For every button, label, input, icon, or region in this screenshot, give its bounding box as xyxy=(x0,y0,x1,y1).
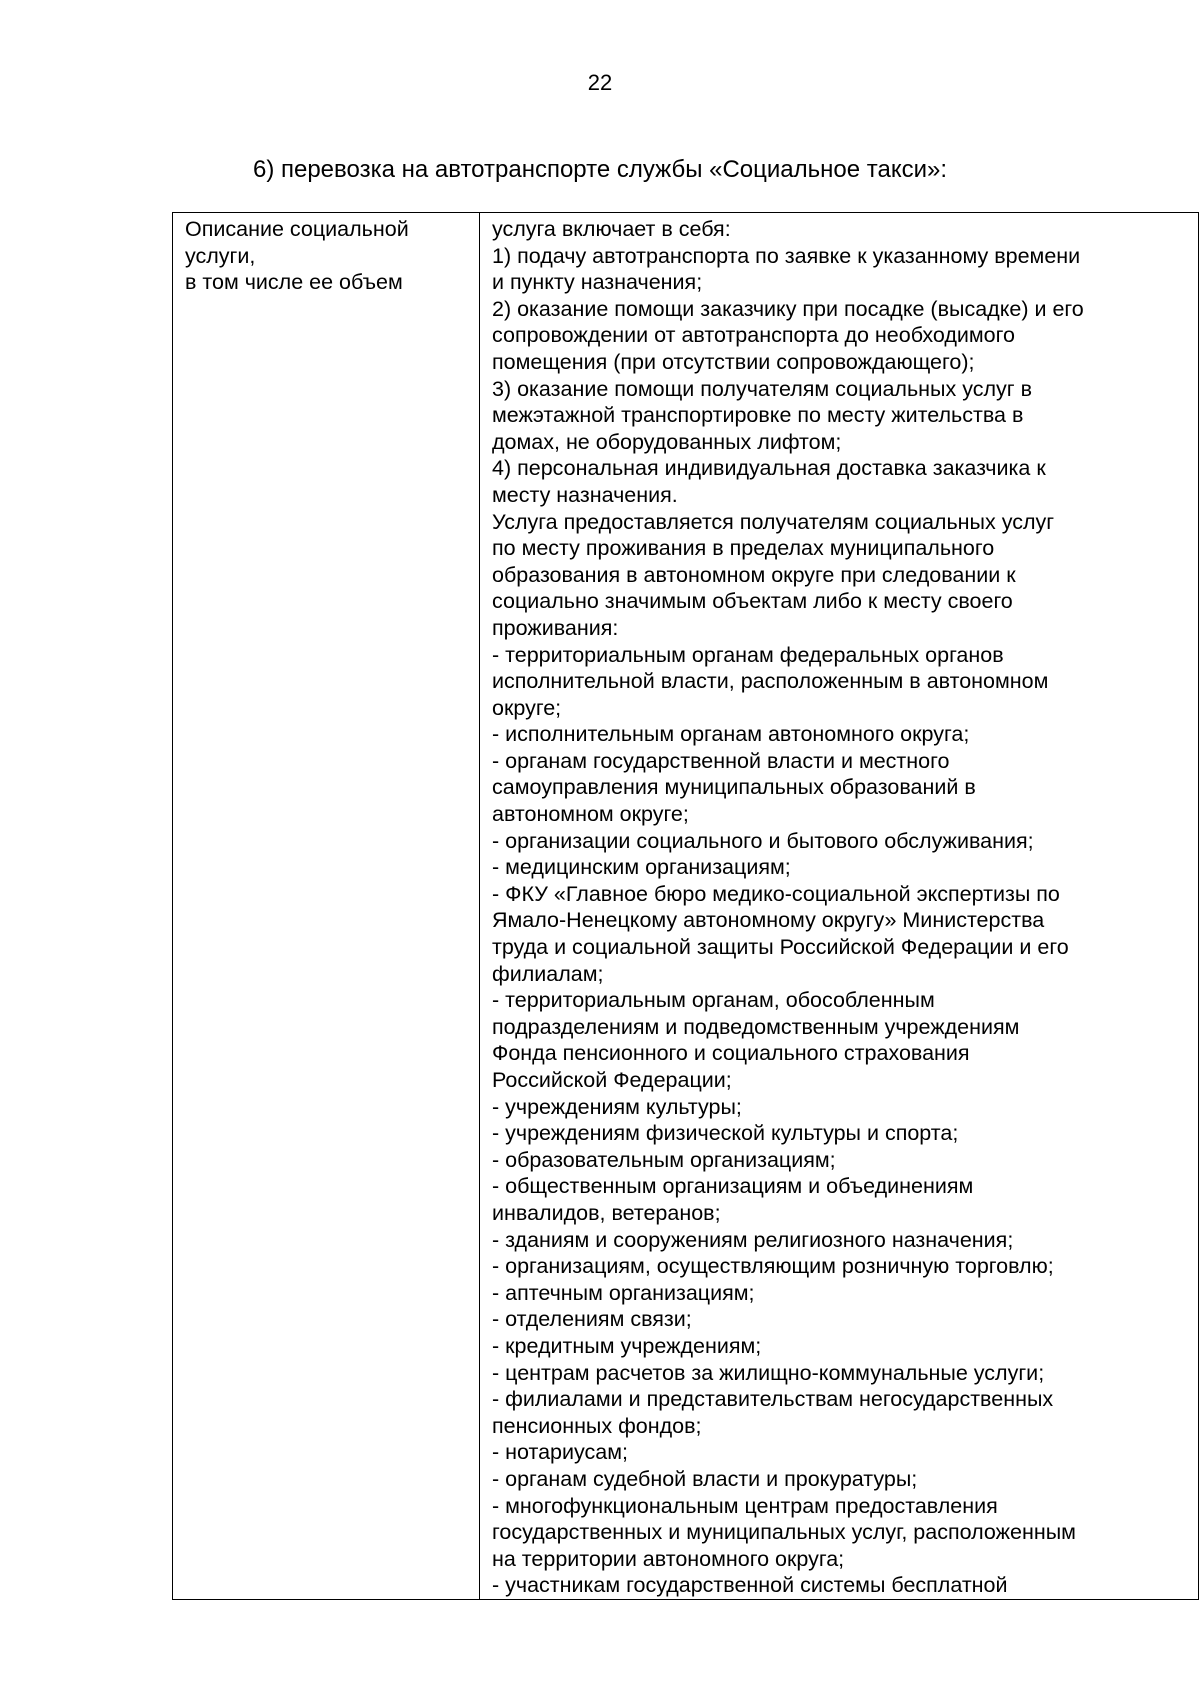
text-line: - исполнительным органам автономного округа; xyxy=(492,722,970,747)
text-line: межэтажной транспортировке по месту жительства в xyxy=(492,403,1024,428)
text-line: 1) подачу автотранспорта по заявке к указанному времени xyxy=(492,243,1081,268)
table-row xyxy=(173,213,1199,1600)
text-line: - ФКУ «Главное бюро медико-социальной экспертизы по xyxy=(492,881,1060,906)
text-line: - общественным организациям и объединениям xyxy=(492,1174,974,1199)
service-description-table xyxy=(172,212,1199,1600)
text-line: социально значимым объектам либо к месту своего xyxy=(492,589,1013,614)
label-cell xyxy=(173,213,480,1600)
text-line: услуги, xyxy=(185,243,256,268)
label-text xyxy=(185,216,469,296)
text-line: государственных и муниципальных услуг, расположенным xyxy=(492,1520,1076,1545)
content-text xyxy=(492,216,1188,1599)
text-line: - центрам расчетов за жилищно-коммунальные услуги; xyxy=(492,1360,1045,1385)
text-line: и пункту назначения; xyxy=(492,270,703,295)
text-line: по месту проживания в пределах муниципального xyxy=(492,536,995,561)
text-line: - учреждениям культуры; xyxy=(492,1094,742,1119)
text-line: - многофункциональным центрам предоставления xyxy=(492,1493,998,1518)
text-line: инвалидов, ветеранов; xyxy=(492,1200,721,1225)
text-line: Ямало-Ненецкому автономному округу» Министерства xyxy=(492,908,1045,933)
text-line: - зданиям и сооружениям религиозного назначения; xyxy=(492,1227,1014,1252)
text-line: исполнительной власти, расположенным в автономном xyxy=(492,669,1049,694)
text-line: - территориальным органам, обособленным xyxy=(492,988,935,1013)
text-line: помещения (при отсутствии сопровождающего); xyxy=(492,349,975,374)
text-line: Описание социальной xyxy=(185,217,409,241)
text-line: 3) оказание помощи получателям социальных услуг в xyxy=(492,376,1032,401)
text-line: на территории автономного округа; xyxy=(492,1546,845,1571)
text-line: месту назначения. xyxy=(492,482,678,507)
text-line: сопровождении от автотранспорта до необходимого xyxy=(492,323,1015,348)
text-line: автономном округе; xyxy=(492,802,689,827)
text-line: - учреждениям физической культуры и спорта; xyxy=(492,1121,959,1146)
text-line: филиалам; xyxy=(492,961,604,986)
text-line: округе; xyxy=(492,695,562,720)
text-line: Российской Федерации; xyxy=(492,1068,732,1092)
text-line: подразделениям и подведомственным учреждениям xyxy=(492,1014,1020,1039)
text-line: услуга включает в себя: xyxy=(492,217,731,241)
text-line: - организации социального и бытового обслуживания; xyxy=(492,828,1034,853)
content-cell xyxy=(480,213,1199,1600)
text-line: 2) оказание помощи заказчику при посадке (высадке) и его xyxy=(492,296,1084,321)
text-line: - участникам государственной системы бесплатной xyxy=(492,1573,1008,1598)
text-line: Фонда пенсионного и социального страхования xyxy=(492,1041,970,1066)
text-line: - аптечным организациям; xyxy=(492,1280,755,1305)
section-heading: 6) перевозка на автотранспорте службы «Социальное такси»: xyxy=(252,156,948,183)
text-line: - филиалами и представительствам негосударственных xyxy=(492,1387,1054,1412)
text-line: образования в автономном округе при следовании к xyxy=(492,562,1016,587)
text-line: самоуправления муниципальных образований в xyxy=(492,775,976,800)
text-line: домах, не оборудованных лифтом; xyxy=(492,429,842,454)
text-line: - кредитным учреждениям; xyxy=(492,1333,762,1358)
text-line: - органам государственной власти и местного xyxy=(492,748,950,773)
text-line: - медицинским организациям; xyxy=(492,855,791,880)
text-line: - территориальным органам федеральных органов xyxy=(492,642,1004,667)
page-number: 22 xyxy=(587,70,613,95)
text-line: Услуга предоставляется получателям социальных услуг xyxy=(492,509,1055,534)
text-line: труда и социальной защиты Российской Федерации и его xyxy=(492,935,1069,960)
text-line: - отделениям связи; xyxy=(492,1307,692,1332)
text-line: - нотариусам; xyxy=(492,1440,628,1465)
text-line: - органам судебной власти и прокуратуры; xyxy=(492,1466,918,1491)
text-line: - образовательным организациям; xyxy=(492,1147,836,1172)
text-line: проживания: xyxy=(492,615,619,640)
text-line: пенсионных фондов; xyxy=(492,1413,702,1438)
text-line: - организациям, осуществляющим розничную торговлю; xyxy=(492,1254,1054,1279)
text-line: 4) персональная индивидуальная доставка заказчика к xyxy=(492,456,1046,481)
text-line: в том числе ее объем xyxy=(185,270,403,295)
